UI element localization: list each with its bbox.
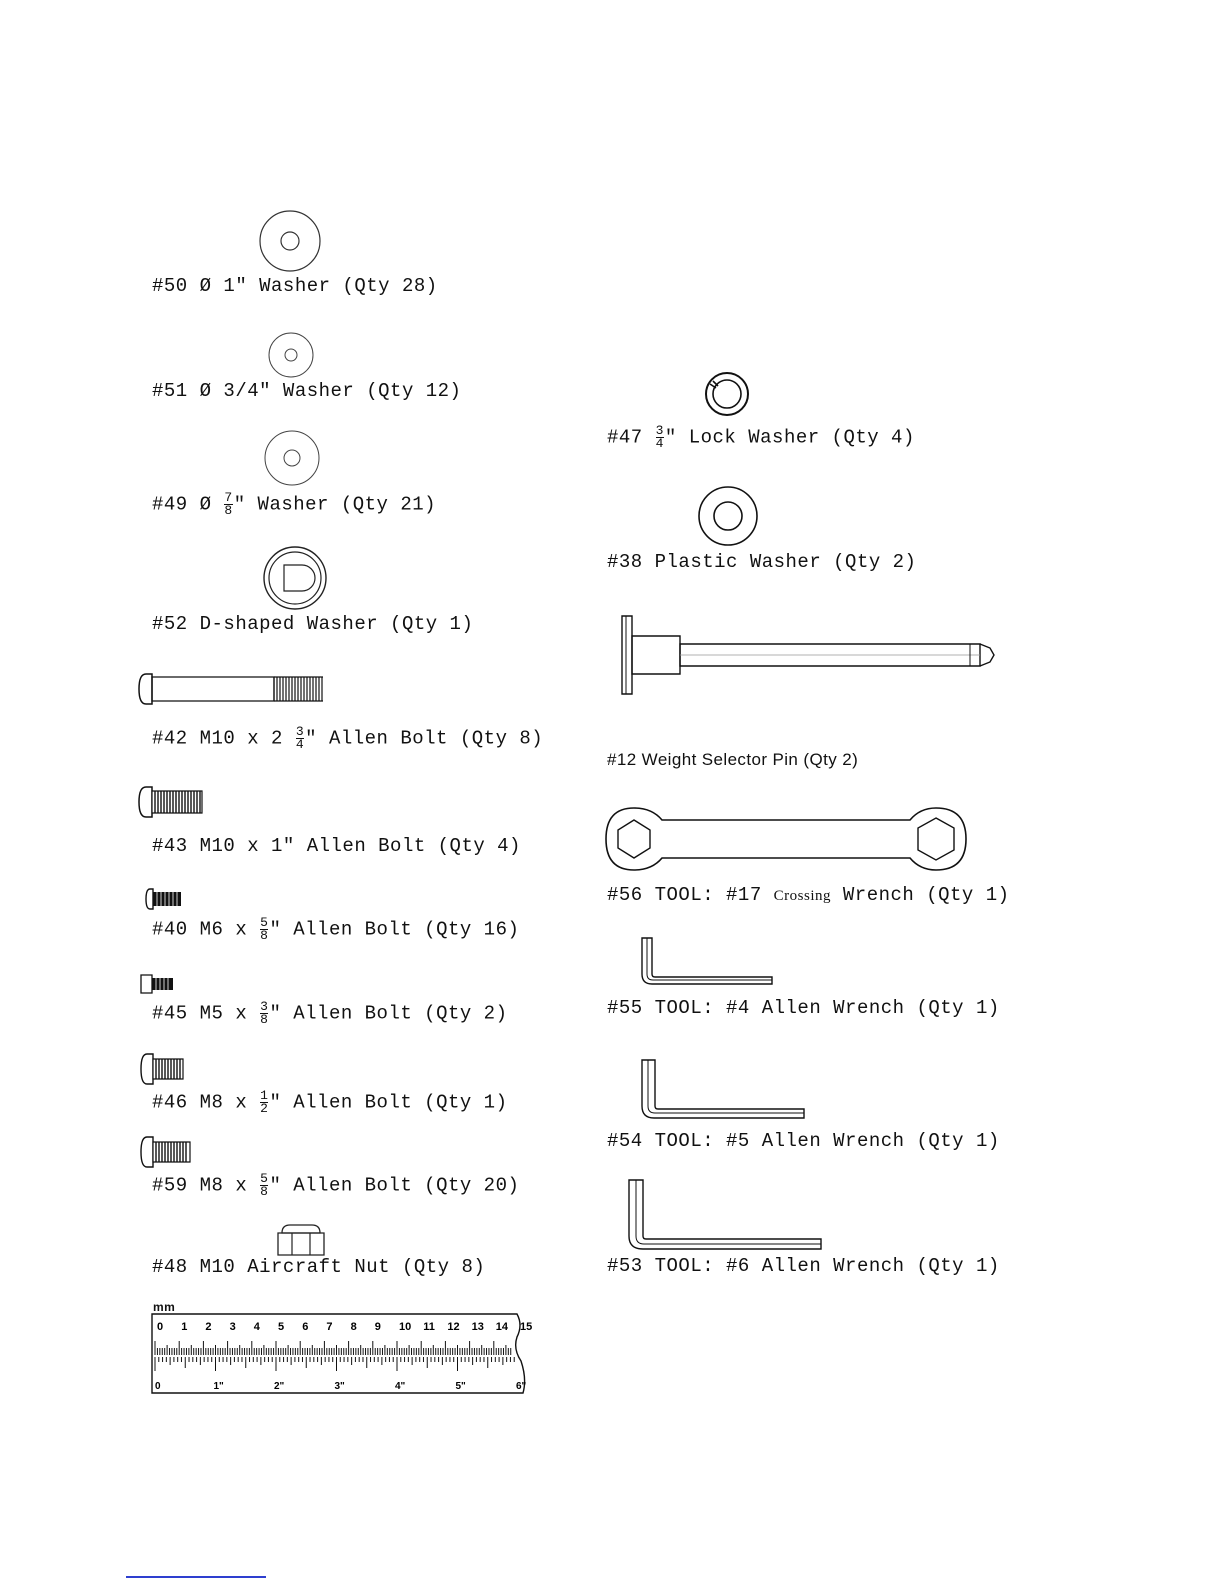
ruler-cm-label: 1 bbox=[181, 1321, 188, 1333]
ruler-cm-label: 9 bbox=[374, 1321, 381, 1333]
ruler-inch-label: 0 bbox=[155, 1381, 161, 1392]
part-label-40: #40 M6 x $\frac{5}{8}$ " Allen Bolt (Qty 16) bbox=[152, 915, 520, 943]
allen-wrench-6-icon bbox=[627, 1178, 823, 1252]
ruler-cm-label: 13 bbox=[471, 1321, 484, 1333]
washer-51-icon bbox=[268, 332, 314, 378]
ruler-cm-label: 11 bbox=[423, 1321, 435, 1333]
bolt-59-icon bbox=[140, 1136, 192, 1168]
ruler-inch-label: 6" bbox=[516, 1381, 527, 1392]
ruler-cm-label: 3 bbox=[229, 1321, 236, 1333]
ruler-unit-label: mm bbox=[153, 1300, 176, 1314]
washer-50-icon bbox=[258, 210, 322, 272]
part-label-51: #51 Ø 3/4" Washer (Qty 12) bbox=[152, 380, 462, 402]
ruler-inch-label: 1" bbox=[213, 1381, 224, 1392]
ruler-inch-label: 4" bbox=[395, 1381, 406, 1392]
ruler-cm-label: 12 bbox=[447, 1321, 460, 1333]
ruler-cm-label: 8 bbox=[350, 1321, 357, 1333]
bolt-40-icon bbox=[145, 888, 185, 910]
aircraft-nut-icon bbox=[276, 1224, 326, 1256]
part-label-50: #50 Ø 1" Washer (Qty 28) bbox=[152, 275, 438, 297]
bolt-46-icon bbox=[140, 1053, 186, 1085]
part-label-47: #47 $\frac{3}{4}$ " Lock Washer (Qty 4) bbox=[607, 423, 915, 451]
plastic-washer-icon bbox=[698, 486, 758, 546]
part-label-46: #46 M8 x $\frac{1}{2}$ " Allen Bolt (Qty 1) bbox=[152, 1088, 508, 1116]
part-label-45: #45 M5 x $\frac{3}{8}$ " Allen Bolt (Qty 2) bbox=[152, 999, 508, 1027]
ruler-inch-label: 3" bbox=[334, 1381, 345, 1392]
bottom-underline-mark bbox=[126, 1576, 266, 1578]
ruler-cm-label: 15 bbox=[520, 1321, 533, 1333]
ruler-inch-label: 2" bbox=[274, 1381, 285, 1392]
part-label-43: #43 M10 x 1" Allen Bolt (Qty 4) bbox=[152, 835, 521, 857]
allen-wrench-4-icon bbox=[640, 936, 774, 986]
part-label-49: #49 Ø $\frac{7}{8}$ " Washer (Qty 21) bbox=[152, 490, 437, 518]
part-label-52: #52 D-shaped Washer (Qty 1) bbox=[152, 613, 474, 635]
allen-wrench-5-icon bbox=[640, 1058, 806, 1120]
ruler-cm-label: 4 bbox=[253, 1321, 260, 1333]
part-label-12: #12 Weight Selector Pin (Qty 2) bbox=[607, 750, 859, 769]
part-label-38: #38 Plastic Washer (Qty 2) bbox=[607, 551, 917, 573]
bolt-43-icon bbox=[138, 785, 204, 819]
ruler-cm-label: 7 bbox=[326, 1321, 333, 1333]
crossing-wrench-icon bbox=[604, 806, 968, 872]
ruler-cm-label: 10 bbox=[399, 1321, 412, 1333]
ruler-cm-label: 0 bbox=[157, 1321, 164, 1333]
d-shaped-washer-icon bbox=[262, 546, 328, 610]
part-label-56: #56 TOOL: #17 Crossing Wrench (Qty 1) bbox=[607, 884, 1010, 906]
measuring-ruler bbox=[151, 1313, 531, 1395]
part-label-54: #54 TOOL: #5 Allen Wrench (Qty 1) bbox=[607, 1130, 1000, 1152]
bolt-42-icon bbox=[138, 672, 324, 706]
lock-washer-icon bbox=[704, 372, 750, 416]
ruler-cm-label: 6 bbox=[302, 1321, 309, 1333]
weight-selector-pin-icon bbox=[620, 614, 996, 696]
part-label-55: #55 TOOL: #4 Allen Wrench (Qty 1) bbox=[607, 997, 1000, 1019]
part-label-42: #42 M10 x 2 $\frac{3}{4}$ " Allen Bolt (Qty 8) bbox=[152, 724, 544, 752]
ruler-cm-label: 5 bbox=[278, 1321, 285, 1333]
ruler-cm-label: 2 bbox=[205, 1321, 212, 1333]
bolt-45-icon bbox=[140, 974, 176, 994]
part-label-48: #48 M10 Aircraft Nut (Qty 8) bbox=[152, 1256, 486, 1278]
part-label-59: #59 M8 x $\frac{5}{8}$ " Allen Bolt (Qty 20) bbox=[152, 1171, 520, 1199]
ruler-cm-label: 14 bbox=[495, 1321, 509, 1333]
ruler-inch-label: 5" bbox=[455, 1381, 466, 1392]
part-label-53: #53 TOOL: #6 Allen Wrench (Qty 1) bbox=[607, 1255, 1000, 1277]
washer-49-icon bbox=[264, 430, 320, 486]
